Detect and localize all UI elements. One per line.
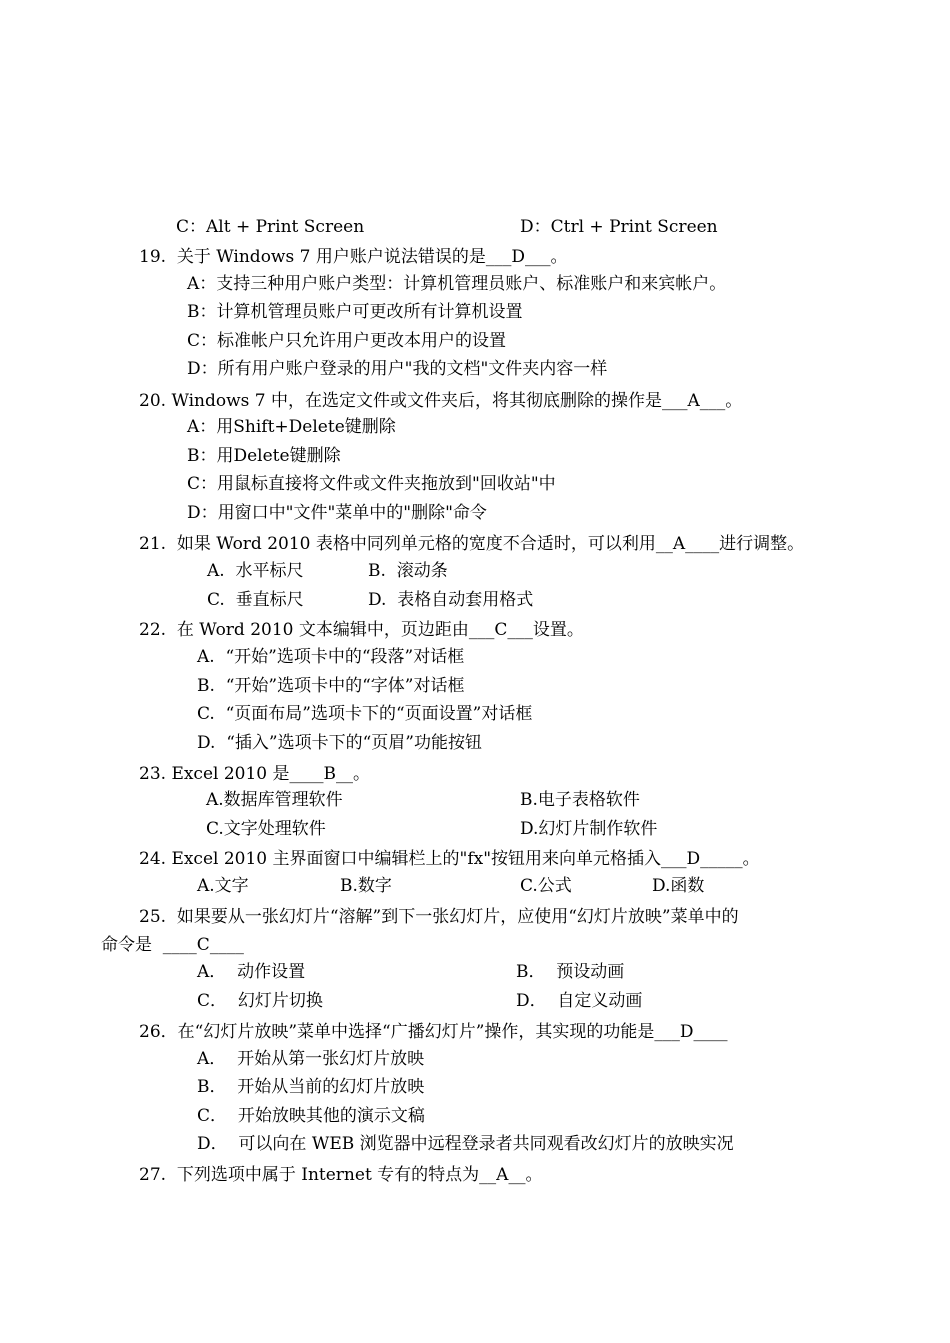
- q19-option-a: A：支持三种用户账户类型：计算机管理员账户、标准账户和来宾帐户。: [187, 274, 727, 294]
- q23-option-d: D.幻灯片制作软件: [520, 819, 658, 839]
- q23-option-b: B.电子表格软件: [520, 790, 640, 810]
- q27-stem: 27. 下列选项中属于 Internet 专有的特点为__A__。: [139, 1165, 543, 1185]
- q21-option-c: C. 垂直标尺: [207, 590, 304, 610]
- q19-option-c: C：标准帐户只允许用户更改本用户的设置: [187, 331, 507, 351]
- q24-option-a: A.文字: [197, 876, 249, 896]
- q24-stem: 24. Excel 2010 主界面窗口中编辑栏上的"fx"按钮用来向单元格插入___D_____。: [139, 849, 760, 869]
- q21-option-d: D. 表格自动套用格式: [368, 590, 534, 610]
- q20-option-b: B：用Delete键删除: [187, 446, 341, 466]
- q20-option-a: A：用Shift+Delete键删除: [187, 417, 396, 437]
- q19-option-b: B：计算机管理员账户可更改所有计算机设置: [187, 302, 523, 322]
- q22-option-b: B. “开始”选项卡中的“字体”对话框: [197, 676, 465, 696]
- q21-stem: 21. 如果 Word 2010 表格中同列单元格的宽度不合适时，可以利用__A____进行调整。: [139, 534, 805, 554]
- q25-stem-line1: 25. 如果要从一张幻灯片“溶解”到下一张幻灯片，应使用“幻灯片放映”菜单中的: [139, 907, 739, 927]
- q18-option-d: D：Ctrl + Print Screen: [520, 217, 718, 237]
- q19-stem: 19. 关于 Windows 7 用户账户说法错误的是___D___。: [139, 247, 568, 267]
- q20-option-c: C：用鼠标直接将文件或文件夹拖放到"回收站"中: [187, 474, 556, 494]
- q23-stem: 23. Excel 2010 是____B__。: [139, 764, 371, 784]
- q26-option-b: B． 开始从当前的幻灯片放映: [197, 1077, 425, 1097]
- q22-option-a: A. “开始”选项卡中的“段落”对话框: [197, 647, 465, 667]
- q22-option-d: D. “插入”选项卡下的“页眉”功能按钮: [197, 733, 482, 753]
- q25-option-b: B． 预设动画: [516, 962, 625, 982]
- q18-option-c: C：Alt + Print Screen: [176, 217, 365, 237]
- q26-option-d: D． 可以向在 WEB 浏览器中远程登录者共同观看改幻灯片的放映实况: [197, 1134, 734, 1154]
- q20-stem: 20. Windows 7 中，在选定文件或文件夹后，将其彻底删除的操作是___A___。: [139, 391, 743, 411]
- q25-option-a: A． 动作设置: [197, 962, 306, 982]
- q21-option-a: A. 水平标尺: [207, 561, 304, 581]
- q23-option-c: C.文字处理软件: [206, 819, 326, 839]
- q25-option-c: C． 幻灯片切换: [197, 991, 323, 1011]
- q26-option-c: C． 开始放映其他的演示文稿: [197, 1106, 425, 1126]
- q19-option-d: D：所有用户账户登录的用户"我的文档"文件夹内容一样: [187, 359, 608, 379]
- q22-option-c: C. “页面布局”选项卡下的“页面设置”对话框: [197, 704, 533, 724]
- q22-stem: 22. 在 Word 2010 文本编辑中，页边距由___C___设置。: [139, 620, 584, 640]
- q24-option-d: D.函数: [652, 876, 705, 896]
- q25-option-d: D． 自定义动画: [516, 991, 643, 1011]
- q23-option-a: A.数据库管理软件: [206, 790, 343, 810]
- q24-option-c: C.公式: [520, 876, 572, 896]
- q26-stem: 26．在“幻灯片放映”菜单中选择“广播幻灯片”操作，其实现的功能是___D____: [139, 1022, 728, 1042]
- q21-option-b: B. 滚动条: [368, 561, 448, 581]
- q26-option-a: A． 开始从第一张幻灯片放映: [197, 1049, 425, 1069]
- q20-option-d: D：用窗口中"文件"菜单中的"删除"命令: [187, 503, 487, 523]
- q25-stem-line2: 命令是 ____C____: [101, 935, 244, 955]
- q24-option-b: B.数字: [340, 876, 392, 896]
